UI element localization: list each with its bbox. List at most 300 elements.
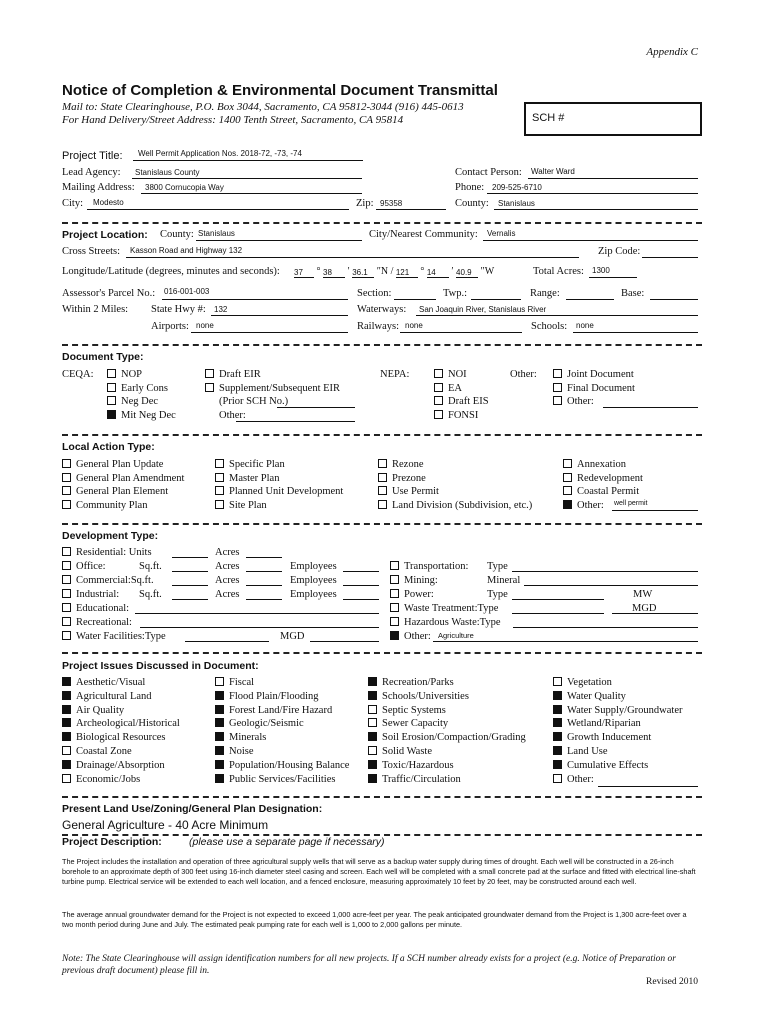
lon-deg: 121: [395, 268, 410, 277]
checkbox[interactable]: [563, 459, 572, 468]
issue-vegetation[interactable]: [553, 677, 612, 688]
dev-comm-acres-field[interactable]: [246, 585, 282, 586]
dev-educational-field[interactable]: [135, 613, 379, 614]
hwy-field[interactable]: [211, 315, 348, 316]
dev-commercial[interactable]: [62, 575, 154, 586]
local-label: Annexation: [577, 459, 626, 470]
sch-box[interactable]: [524, 102, 702, 136]
lat-min: 38: [323, 268, 332, 277]
checkbox[interactable]: [553, 732, 562, 741]
loc-county-field[interactable]: [196, 240, 362, 241]
document-type-label: Document Type:: [62, 351, 144, 363]
local-general-plan-amendment[interactable]: [62, 473, 184, 484]
nepa-ea[interactable]: [434, 383, 462, 394]
local-prezone[interactable]: [378, 473, 426, 484]
city-field[interactable]: [87, 209, 349, 210]
dev-power[interactable]: [390, 589, 434, 600]
dev-hazardous-field[interactable]: [513, 627, 698, 628]
dev-ind-sqft-label: Sq.ft.: [139, 589, 162, 600]
contact-field[interactable]: [528, 178, 698, 179]
phone-label: Phone:: [455, 182, 485, 193]
local-label: Planned Unit Development: [229, 486, 344, 497]
issue-fiscal[interactable]: [215, 677, 254, 688]
within-2-miles-label: Within 2 Miles:: [62, 304, 129, 315]
issue-label: Wetland/Riparian: [567, 718, 641, 730]
issue-label: Vegetation: [567, 677, 612, 688]
schools-field[interactable]: [573, 332, 698, 333]
local-planned-unit-development[interactable]: [215, 486, 343, 497]
hwy-label: State Hwy #:: [151, 304, 206, 315]
loc-county-value: Stanislaus: [198, 229, 235, 238]
apn-value: 016-001-003: [164, 287, 210, 296]
checkbox[interactable]: [215, 691, 224, 700]
checkbox[interactable]: [553, 760, 562, 769]
checkbox[interactable]: [553, 691, 562, 700]
divider: [62, 523, 702, 525]
doc-other-label: Joint Document: [567, 369, 634, 380]
checkbox[interactable]: [553, 677, 562, 686]
checkbox[interactable]: [553, 705, 562, 714]
ceqa-eir-draft-eir[interactable]: [205, 369, 261, 380]
dev-trans-type-field[interactable]: [512, 571, 698, 572]
range-field[interactable]: [566, 299, 614, 300]
dev-ind-acres-label: Acres: [215, 589, 240, 600]
clearinghouse-note: Note: The State Clearinghouse will assign identification numbers for all new projects. If a SCH number already exists for a project (e.g. Notice of Preparation or previous draft document) please fill in.: [62, 954, 676, 976]
checkbox[interactable]: [62, 473, 71, 482]
apn-field[interactable]: [162, 299, 348, 300]
issue-public-services-facilities[interactable]: [215, 774, 335, 785]
local-community-plan[interactable]: [62, 500, 147, 511]
checkbox[interactable]: [553, 718, 562, 727]
checkbox[interactable]: [215, 746, 224, 755]
checkbox[interactable]: [62, 486, 71, 495]
dev-water-type-field[interactable]: [185, 641, 269, 642]
checkbox[interactable]: [205, 383, 214, 392]
dev-transportation[interactable]: [390, 561, 468, 572]
dev-industrial[interactable]: [62, 589, 119, 600]
local-annexation[interactable]: [563, 459, 626, 470]
checkbox[interactable]: [368, 718, 377, 727]
range-label: Range:: [530, 288, 560, 299]
checkbox[interactable]: [434, 396, 443, 405]
section-label: Section:: [357, 288, 392, 299]
checkbox[interactable]: [563, 473, 572, 482]
issue-drainage-absorption[interactable]: [62, 760, 165, 771]
dev-comm-emp-field[interactable]: [343, 585, 379, 586]
phone-field[interactable]: [487, 193, 698, 194]
dev-waste-field[interactable]: [512, 613, 604, 614]
waterways-field[interactable]: [416, 315, 698, 316]
dev-other-field[interactable]: [433, 641, 698, 642]
ceqa-nop[interactable]: [107, 369, 142, 380]
local-label: Community Plan: [76, 499, 148, 511]
dev-educational[interactable]: [62, 603, 129, 614]
county-value: Stanislaus: [498, 199, 535, 208]
land-use-label: Present Land Use/Zoning/General Plan Designation:: [62, 803, 323, 815]
issue-label: Aesthetic/Visual: [76, 677, 146, 688]
issue-other[interactable]: [553, 774, 594, 785]
nepa-label: EA: [448, 382, 462, 394]
doc-other-joint-document[interactable]: [553, 369, 634, 380]
issue-label: Minerals: [229, 732, 267, 744]
checkbox[interactable]: [215, 677, 224, 686]
lead-agency-label: Lead Agency:: [62, 167, 121, 178]
checkbox[interactable]: [378, 459, 387, 468]
loc-city-label: City/Nearest Community:: [369, 229, 478, 240]
cross-streets-field[interactable]: [126, 257, 579, 258]
checkbox[interactable]: [553, 369, 562, 378]
checkbox[interactable]: [215, 718, 224, 727]
checkbox[interactable]: [107, 410, 116, 419]
issue-label: Flood Plain/Flooding: [229, 690, 319, 702]
total-acres-field[interactable]: [589, 277, 637, 278]
issue-label: Air Quality: [76, 704, 125, 716]
dev-res-acres-label: Acres: [215, 547, 240, 558]
ceqa-label: Early Cons: [121, 382, 168, 394]
issue-water-supply-groundwater[interactable]: [553, 705, 683, 716]
dev-other-value: Agriculture: [438, 631, 474, 640]
apn-label: Assessor's Parcel No.:: [62, 288, 156, 299]
checkbox[interactable]: [107, 383, 116, 392]
local-use-permit[interactable]: [378, 486, 439, 497]
dev-mining-label: Mining:: [404, 575, 438, 586]
dev-res-acres-field[interactable]: [246, 557, 282, 558]
checkbox[interactable]: [215, 486, 224, 495]
issue-label: Drainage/Absorption: [76, 759, 165, 771]
local-redevelopment[interactable]: [563, 473, 643, 484]
local-coastal-permit[interactable]: [563, 486, 639, 497]
issue-label: Growth Inducement: [567, 732, 652, 744]
issue-flood-plain-flooding[interactable]: [215, 691, 319, 702]
issue-label: Septic Systems: [382, 704, 446, 716]
checkbox[interactable]: [62, 718, 71, 727]
issue-biological-resources[interactable]: [62, 732, 166, 743]
checkbox[interactable]: [368, 677, 377, 686]
issue-archeological-historical[interactable]: [62, 718, 180, 729]
checkbox[interactable]: [62, 459, 71, 468]
issue-label: Schools/Universities: [382, 690, 469, 702]
local-rezone[interactable]: [378, 459, 424, 470]
zip-field[interactable]: [376, 209, 446, 210]
nepa-fonsi[interactable]: [434, 410, 478, 421]
issue-coastal-zone[interactable]: [62, 746, 132, 757]
dev-office-acres-label: Acres: [215, 561, 240, 572]
dev-trans-type-label: Type: [487, 561, 508, 572]
checkbox[interactable]: [215, 473, 224, 482]
issue-solid-waste[interactable]: [368, 746, 432, 757]
issues-other-field[interactable]: [598, 786, 698, 787]
checkbox[interactable]: [62, 677, 71, 686]
ceqa-early-cons[interactable]: [107, 383, 168, 394]
mailing-field[interactable]: [141, 193, 362, 194]
issue-label: Coastal Zone: [76, 746, 132, 757]
checkbox[interactable]: [62, 760, 71, 769]
zip-code-field[interactable]: [642, 257, 698, 258]
issue-label: Economic/Jobs: [76, 773, 141, 785]
checkbox[interactable]: [553, 383, 562, 392]
issue-label: Soil Erosion/Compaction/Grading: [382, 732, 526, 744]
checkbox[interactable]: [107, 369, 116, 378]
ceqa-eir-label: (Prior SCH No.): [219, 396, 289, 407]
issue-label: Sewer Capacity: [382, 718, 449, 730]
nepa-noi[interactable]: [434, 369, 467, 380]
checkbox[interactable]: [215, 760, 224, 769]
local-other-field[interactable]: [612, 510, 698, 511]
dev-office-acres-field[interactable]: [246, 571, 282, 572]
local-specific-plan[interactable]: [215, 459, 285, 470]
issue-label: Cumulative Effects: [567, 759, 649, 771]
local-label: Land Division (Subdivision, etc.): [392, 499, 533, 511]
doc-other-field[interactable]: [603, 407, 698, 408]
project-description-p2: The average annual groundwater demand for the Project is not expected to exceed 1,000 acre-feet per year. The peak anticipated groundwater demand from the Project is 1,300 acre-feet over a two month period during June and July. The estimated peak pumping rate for each well is 1,000 to 2,000 gallons per minute.: [62, 910, 687, 929]
loc-city-field[interactable]: [483, 240, 698, 241]
divider: [62, 796, 702, 798]
local-land-division-subdivision-etc[interactable]: [378, 500, 532, 511]
checkbox[interactable]: [434, 410, 443, 419]
coordinates[interactable]: 37 ° 38 ′ 36.1 ″N / 121 ° 14 ′ 40.9 ″W: [294, 266, 495, 277]
issue-schools-universities[interactable]: [368, 691, 469, 702]
dev-waste-mgd-label: MGD: [632, 603, 657, 614]
checkbox[interactable]: [62, 500, 71, 509]
checkbox[interactable]: [215, 732, 224, 741]
local-label: Other:: [577, 499, 604, 511]
issue-water-quality[interactable]: [553, 691, 626, 702]
dev-ind-emp-label: Employees: [290, 589, 337, 600]
local-site-plan[interactable]: [215, 500, 267, 511]
issue-label: Water Quality: [567, 690, 626, 702]
railways-label: Railways:: [357, 321, 399, 332]
checkbox[interactable]: [215, 500, 224, 509]
mailing-value: 3800 Cornucopia Way: [145, 183, 224, 192]
doc-other-label: Final Document: [567, 382, 635, 394]
zip-label: Zip:: [356, 198, 374, 209]
checkbox[interactable]: [368, 732, 377, 741]
dev-office-sqft-label: Sq.ft.: [139, 561, 162, 572]
checkbox[interactable]: [378, 473, 387, 482]
form-title: Notice of Completion & Environmental Document Transmittal: [62, 82, 498, 99]
issue-toxic-hazardous[interactable]: [368, 760, 454, 771]
dev-residential-label: Residential: Units: [76, 547, 152, 558]
issue-minerals[interactable]: [215, 732, 266, 743]
cross-streets-value: Kasson Road and Highway 132: [130, 246, 243, 255]
issue-air-quality[interactable]: [62, 705, 124, 716]
dev-other[interactable]: [390, 631, 431, 642]
airports-value: none: [196, 321, 214, 330]
phone-value: 209-525-6710: [492, 183, 542, 192]
dev-office-sqft-field[interactable]: [172, 571, 208, 572]
prior-sch-field[interactable]: [277, 407, 355, 408]
issue-growth-inducement[interactable]: [553, 732, 651, 743]
sch-label: SCH #: [532, 112, 565, 124]
ceqa-other-field[interactable]: [236, 421, 355, 422]
checkbox[interactable]: [368, 705, 377, 714]
dev-ind-acres-field[interactable]: [246, 599, 282, 600]
issue-soil-erosion-compaction-grading[interactable]: [368, 732, 526, 743]
dev-waste[interactable]: [390, 603, 498, 614]
ceqa-eir-other[interactable]: [205, 410, 246, 421]
issue-traffic-circulation[interactable]: [368, 774, 461, 785]
local-master-plan[interactable]: [215, 473, 279, 484]
lead-agency-field[interactable]: [132, 178, 362, 179]
checkbox[interactable]: [378, 500, 387, 509]
dev-industrial-label: Industrial:: [76, 589, 120, 600]
local-action-type-label: Local Action Type:: [62, 441, 155, 453]
issue-geologic-seismic[interactable]: [215, 718, 304, 729]
checkbox[interactable]: [62, 691, 71, 700]
dev-mw-label: MW: [633, 589, 653, 600]
checkbox[interactable]: [368, 774, 377, 783]
checkbox[interactable]: [434, 369, 443, 378]
ceqa-eir-label: Draft EIR: [219, 369, 261, 380]
issue-cumulative-effects[interactable]: [553, 760, 648, 771]
nepa-label: NOI: [448, 369, 467, 380]
dev-comm-emp-label: Employees: [290, 575, 337, 586]
mail-to: Mail to: State Clearinghouse, P.O. Box 3044, Sacramento, CA 95812-3044 (916) 445-0613: [62, 101, 464, 113]
checkbox[interactable]: [215, 459, 224, 468]
nepa-label: FONSI: [448, 409, 479, 421]
revised-label: Revised 2010: [646, 977, 698, 987]
issue-wetland-riparian[interactable]: [553, 718, 641, 729]
lat-sec: 36.1: [352, 268, 368, 277]
checkbox[interactable]: [205, 369, 214, 378]
section-field[interactable]: [394, 299, 436, 300]
checkbox[interactable]: [553, 396, 562, 405]
ceqa-eir-prior-sch-no[interactable]: [205, 396, 288, 407]
doc-other-other[interactable]: [553, 396, 594, 407]
railways-field[interactable]: [400, 332, 522, 333]
local-label: Prezone: [392, 472, 426, 484]
issue-forest-land-fire-hazard[interactable]: [215, 705, 332, 716]
checkbox[interactable]: [215, 774, 224, 783]
dev-waste-mgd-field[interactable]: [612, 613, 698, 614]
dev-mineral-field[interactable]: [524, 585, 698, 586]
dev-units-field[interactable]: [172, 557, 208, 558]
checkbox[interactable]: [215, 705, 224, 714]
hwy-value: 132: [214, 305, 228, 314]
ceqa-mit-neg-dec[interactable]: [107, 410, 176, 421]
checkbox[interactable]: [368, 746, 377, 755]
dev-residential[interactable]: [62, 547, 152, 558]
project-description-hint: (please use a separate page if necessary): [189, 836, 385, 848]
dev-water-mgd-field[interactable]: [310, 641, 379, 642]
cross-streets-label: Cross Streets:: [62, 246, 121, 257]
dev-comm-sqft-field[interactable]: [172, 585, 208, 586]
checkbox[interactable]: [434, 383, 443, 392]
issue-economic-jobs[interactable]: [62, 774, 140, 785]
city-label: City:: [62, 198, 84, 209]
issue-agricultural-land[interactable]: [62, 691, 152, 702]
doc-other-final-document[interactable]: [553, 383, 635, 394]
dev-recreational-field[interactable]: [140, 627, 379, 628]
county-field[interactable]: [494, 209, 698, 210]
checkbox[interactable]: [553, 746, 562, 755]
nepa-label: NEPA:: [380, 369, 410, 380]
dev-ind-sqft-field[interactable]: [172, 599, 208, 600]
checkbox[interactable]: [368, 760, 377, 769]
dev-ind-emp-field[interactable]: [343, 599, 379, 600]
ceqa-label: CEQA:: [62, 369, 94, 380]
checkbox[interactable]: [107, 396, 116, 405]
issue-recreation-parks[interactable]: [368, 677, 454, 688]
issue-sewer-capacity[interactable]: [368, 718, 448, 729]
issue-label: Traffic/Circulation: [382, 773, 461, 785]
issue-noise[interactable]: [215, 746, 254, 757]
nepa-label: Draft EIS: [448, 396, 489, 407]
checkbox[interactable]: [62, 705, 71, 714]
dev-transportation-label: Transportation:: [404, 561, 469, 572]
schools-label: Schools:: [531, 321, 568, 332]
local-label: General Plan Update: [76, 459, 164, 470]
checkbox[interactable]: [553, 774, 562, 783]
dev-mining[interactable]: [390, 575, 438, 586]
local-general-plan-element[interactable]: [62, 486, 168, 497]
checkbox[interactable]: [62, 774, 71, 783]
base-field[interactable]: [650, 299, 698, 300]
issue-label: Agricultural Land: [76, 690, 152, 702]
hand-delivery: For Hand Delivery/Street Address: 1400 Tenth Street, Sacramento, CA 95814: [62, 114, 404, 126]
checkbox[interactable]: [368, 691, 377, 700]
issue-aesthetic-visual[interactable]: [62, 677, 145, 688]
issue-label: Other:: [567, 773, 594, 785]
checkbox[interactable]: [378, 486, 387, 495]
waterways-label: Waterways:: [357, 304, 407, 315]
dev-power-label: Power:: [404, 589, 434, 600]
issue-label: Toxic/Hazardous: [382, 759, 454, 771]
issue-label: Water Supply/Groundwater: [567, 704, 683, 716]
local-label: Redevelopment: [577, 472, 643, 484]
lead-agency-value: Stanislaus County: [135, 168, 200, 177]
issue-population-housing-balance[interactable]: [215, 760, 349, 771]
project-title-field[interactable]: [133, 160, 363, 161]
checkbox[interactable]: [563, 486, 572, 495]
issue-septic-systems[interactable]: [368, 705, 446, 716]
dev-power-type-field[interactable]: [512, 599, 604, 600]
local-other[interactable]: [563, 500, 604, 511]
issue-land-use[interactable]: [553, 746, 608, 757]
dev-hazardous-label: Hazardous Waste:Type: [404, 617, 501, 628]
issue-label: Land Use: [567, 746, 608, 757]
waterways-value: San Joaquin River, Stanislaus River: [419, 305, 547, 314]
checkbox[interactable]: [62, 746, 71, 755]
nepa-draft-eis[interactable]: [434, 396, 489, 407]
issue-label: Solid Waste: [382, 746, 433, 757]
checkbox[interactable]: [62, 732, 71, 741]
checkbox[interactable]: [563, 500, 572, 509]
divider: [62, 344, 702, 346]
twp-field[interactable]: [471, 299, 521, 300]
ceqa-label: Neg Dec: [121, 396, 159, 407]
local-other-value: well permit: [614, 500, 648, 507]
ceqa-eir-supplement-subsequent-eir[interactable]: [205, 383, 340, 394]
airports-field[interactable]: [191, 332, 348, 333]
dev-water[interactable]: [62, 631, 166, 642]
dev-water-mgd-label: MGD: [280, 631, 305, 642]
total-acres-value: 1300: [592, 266, 610, 275]
issue-label: Archeological/Historical: [76, 718, 180, 730]
ceqa-neg-dec[interactable]: [107, 396, 158, 407]
ceqa-eir-label: Supplement/Subsequent EIR: [219, 382, 341, 394]
loc-county-label: County:: [160, 229, 194, 240]
local-label: Use Permit: [392, 486, 439, 497]
dev-office-emp-field[interactable]: [343, 571, 379, 572]
dev-office-emp-label: Employees: [290, 561, 337, 572]
dev-office[interactable]: [62, 561, 106, 572]
local-general-plan-update[interactable]: [62, 459, 163, 470]
dev-recreational[interactable]: [62, 617, 132, 628]
dev-mineral-label: Mineral: [487, 575, 521, 586]
dev-hazardous[interactable]: [390, 617, 500, 628]
city-value: Modesto: [93, 198, 124, 207]
